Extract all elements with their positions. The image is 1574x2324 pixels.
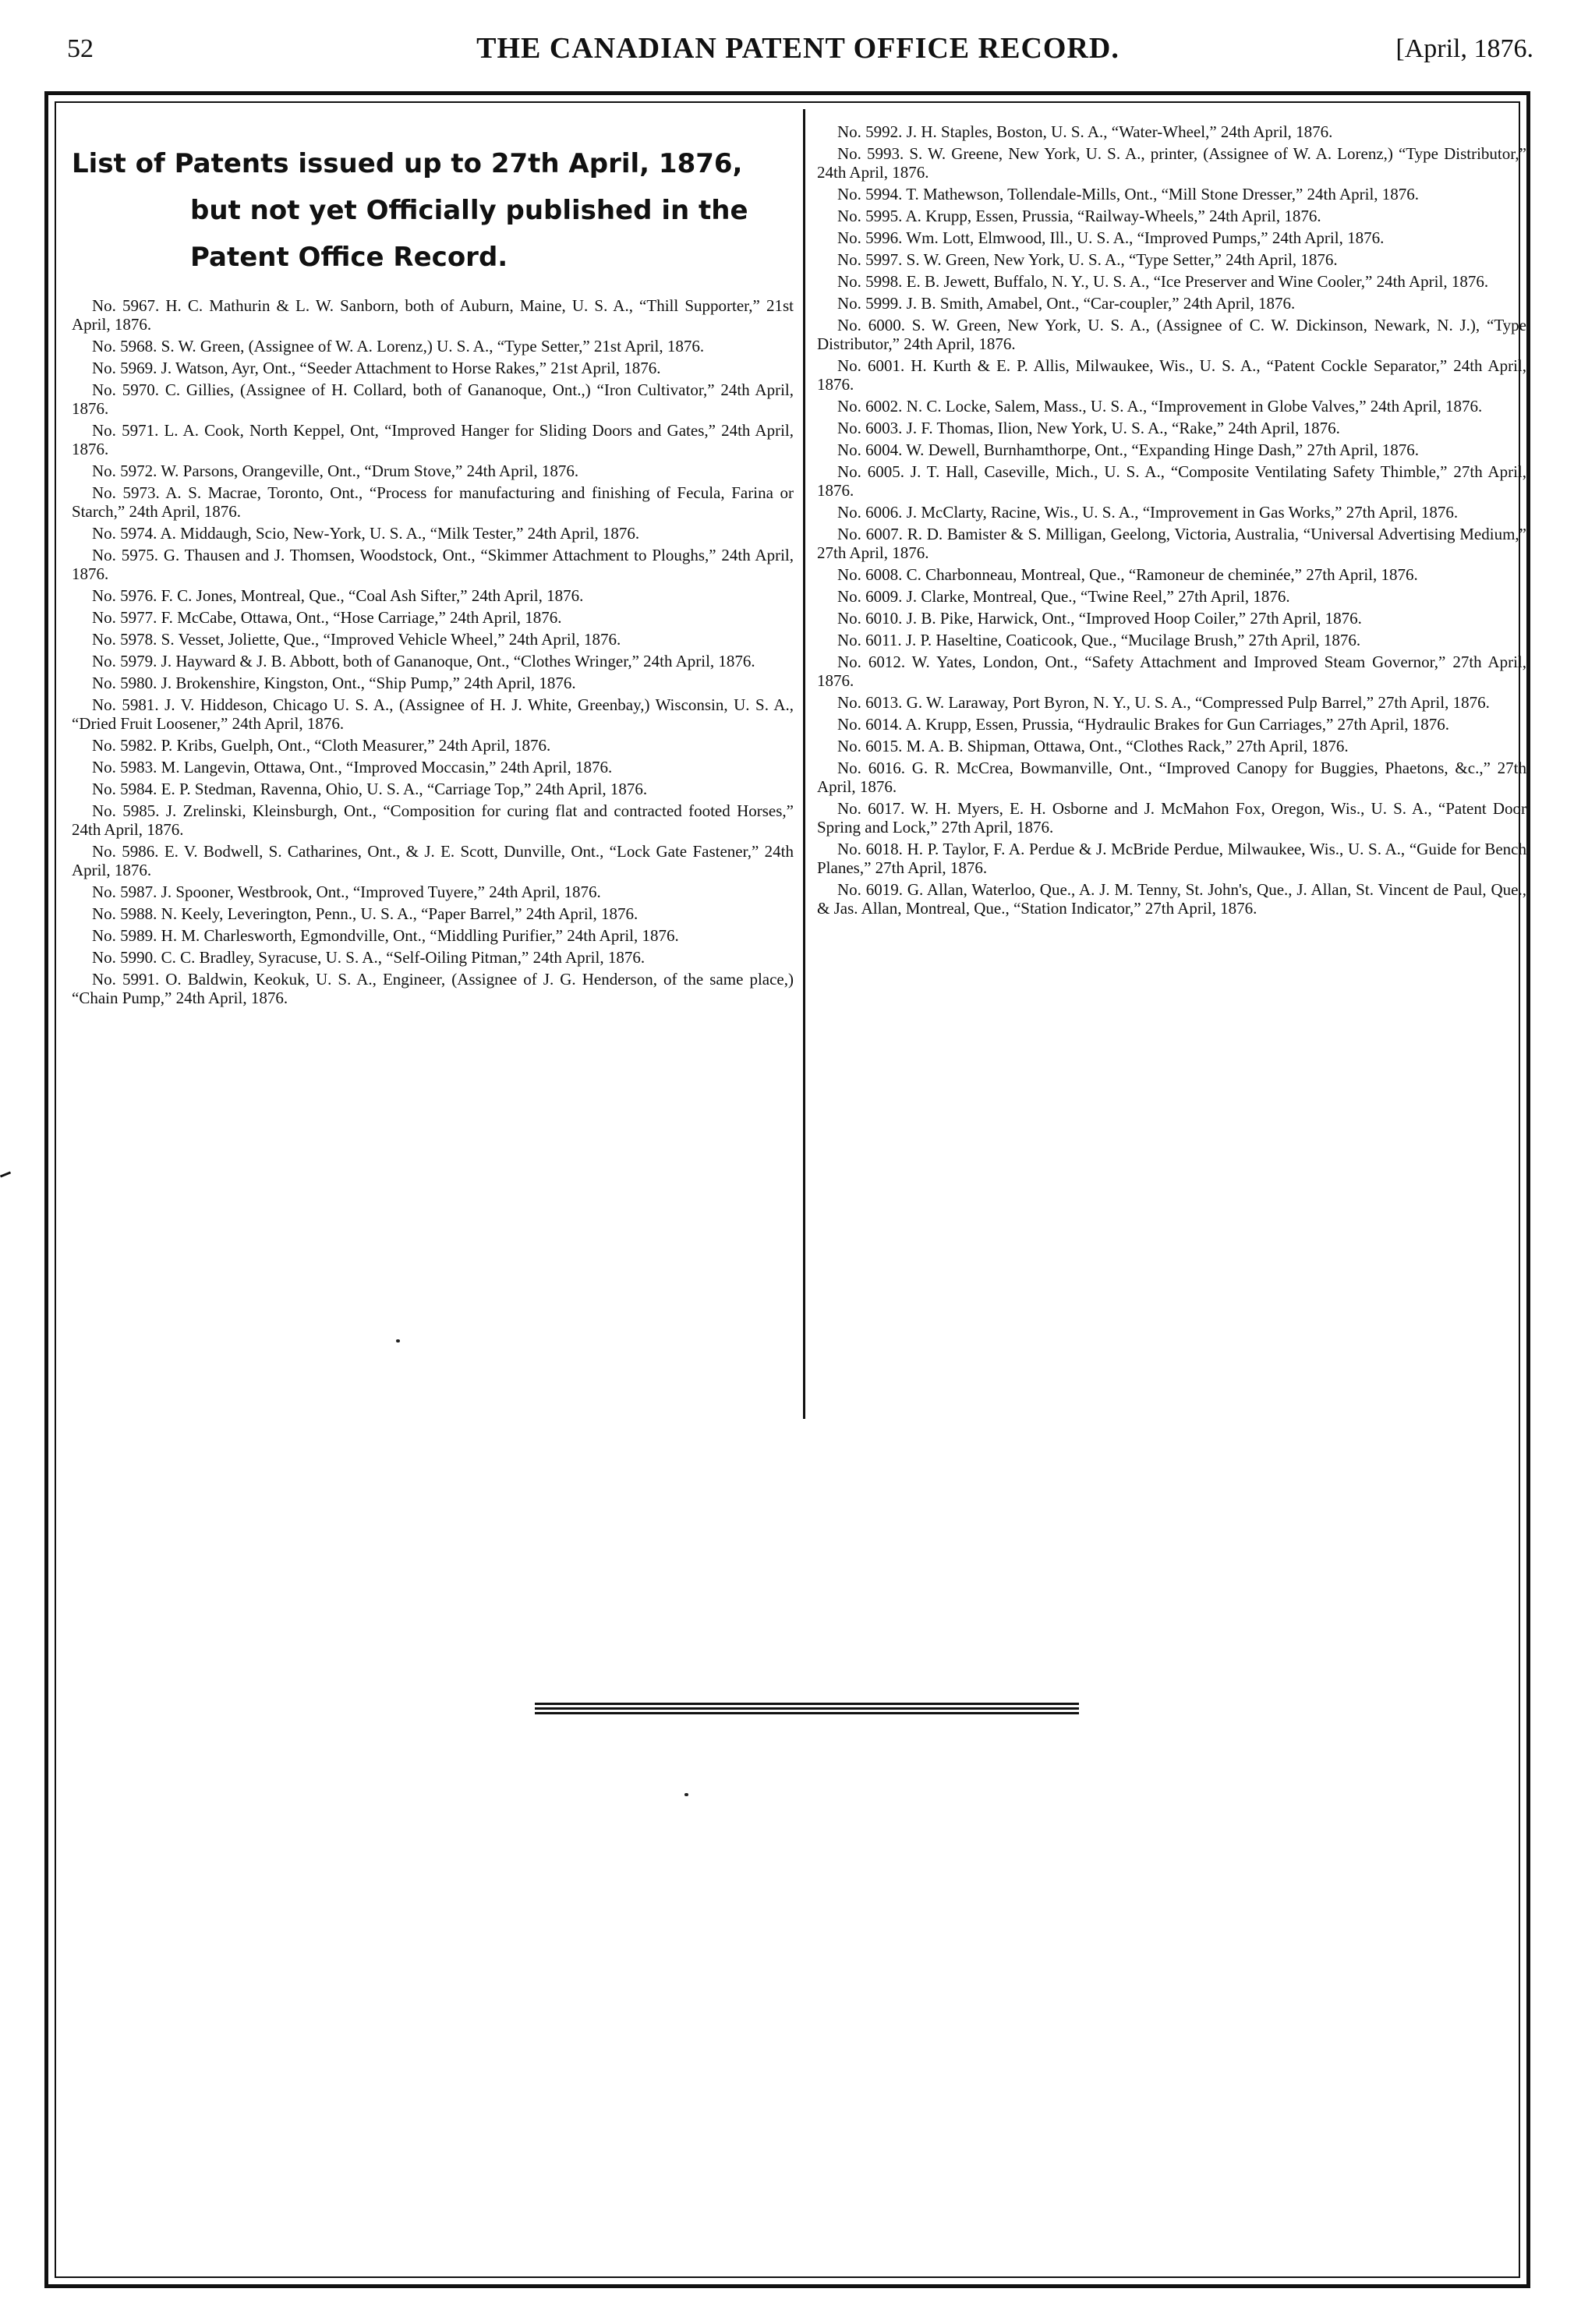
patent-entry: No. 6005. J. T. Hall, Caseville, Mich., U. S. A., “Composite Ventilating Safety Thimble,” 27th April, 1876. — [817, 462, 1526, 500]
column-divider — [803, 109, 805, 1419]
patent-entry: No. 5983. M. Langevin, Ottawa, Ont., “Improved Moccasin,” 24th April, 1876. — [92, 758, 613, 776]
patent-entry: No. 6007. R. D. Bamister & S. Milligan, Geelong, Victoria, Australia, “Universal Advertising Medium,” 27th April, 1876. — [817, 525, 1526, 562]
patent-entry: No. 5986. E. V. Bodwell, S. Catharines, Ont., & J. E. Scott, Dunville, Ont., “Lock Gate Fastener,” 24th April, 1876. — [72, 842, 794, 879]
patent-entry: No. 5980. J. Brokenshire, Kingston, Ont., “Ship Pump,” 24th April, 1876. — [92, 674, 576, 692]
patent-entry: No. 6017. W. H. Myers, E. H. Osborne and J. McMahon Fox, Oregon, Wis., U. S. A., “Patent Door Spring and Lock,” 27th April, 1876. — [817, 799, 1526, 837]
patent-entry: No. 6011. J. P. Haseltine, Coaticook, Que., “Mucilage Brush,” 27th April, 1876. — [837, 631, 1361, 649]
list-title: List of Patents issued up to 27th April, 1876, but not yet Officially published in the Patent Office Record. — [72, 148, 748, 273]
patent-entry: No. 6014. A. Krupp, Essen, Prussia, “Hydraulic Brakes for Gun Carriages,” 27th April, 1876. — [837, 715, 1450, 734]
patent-entry: No. 6008. C. Charbonneau, Montreal, Que., “Ramoneur de cheminée,” 27th April, 1876. — [837, 565, 1418, 584]
patent-entry: No. 6019. G. Allan, Waterloo, Que., A. J. M. Tenny, St. John's, Que., J. Allan, St. Vincent de Paul, Que., & Jas. Allan, Montreal, Que., “Station Indicator,” 27th April, 1876. — [817, 880, 1526, 918]
patent-entry: No. 6016. G. R. McCrea, Bowmanville, Ont., “Improved Canopy for Buggies, Phaetons, &c.,” 27th April, 1876. — [817, 759, 1526, 796]
patent-entry: No. 6002. N. C. Locke, Salem, Mass., U. S. A., “Improvement in Globe Valves,” 24th April, 1876. — [837, 397, 1483, 416]
left-column — [72, 140, 794, 1010]
patent-entry: No. 5968. S. W. Green, (Assignee of W. A. Lorenz,) U. S. A., “Type Setter,” 21st April, 1876. — [92, 337, 705, 355]
patent-entry: No. 5978. S. Vesset, Joliette, Que., “Improved Vehicle Wheel,” 24th April, 1876. — [92, 630, 621, 649]
ink-speck — [684, 1793, 688, 1796]
margin-mark — [0, 1171, 11, 1177]
left-entries — [72, 296, 794, 1007]
patent-entry: No. 6001. H. Kurth & E. P. Allis, Milwaukee, Wis., U. S. A., “Patent Cockle Separator,” 24th April, 1876. — [817, 356, 1526, 394]
patent-entry: No. 5976. F. C. Jones, Montreal, Que., “Coal Ash Sifter,” 24th April, 1876. — [92, 586, 584, 605]
patent-entry: No. 5975. G. Thausen and J. Thomsen, Woodstock, Ont., “Skimmer Attachment to Ploughs,” 24th April, 1876. — [72, 546, 794, 583]
patent-entry: No. 5981. J. V. Hiddeson, Chicago U. S. A., (Assignee of H. J. White, Greenbay,) Wisconsin, U. S. A., “Dried Fruit Loosener,” 24th April, 1876. — [72, 695, 794, 733]
page-number: 52 — [67, 34, 94, 63]
running-title: THE CANADIAN PATENT OFFICE RECORD. — [476, 32, 1119, 65]
patent-entry: No. 6004. W. Dewell, Burnhamthorpe, Ont., “Expanding Hinge Dash,” 27th April, 1876. — [837, 440, 1419, 459]
patent-entry: No. 5982. P. Kribs, Guelph, Ont., “Cloth Measurer,” 24th April, 1876. — [92, 736, 551, 755]
patent-entry: No. 5991. O. Baldwin, Keokuk, U. S. A., Engineer, (Assignee of J. G. Henderson, of the same place,) “Chain Pump,” 24th April, 1876. — [72, 970, 794, 1007]
patent-entry: No. 6009. J. Clarke, Montreal, Que., “Twine Reel,” 27th April, 1876. — [837, 587, 1290, 606]
patent-entry: No. 6013. G. W. Laraway, Port Byron, N. Y., U. S. A., “Compressed Pulp Barrel,” 27th April, 1876. — [837, 693, 1490, 712]
patent-entry: No. 5990. C. C. Bradley, Syracuse, U. S. A., “Self-Oiling Pitman,” 24th April, 1876. — [92, 948, 646, 967]
closing-rule-top — [535, 1703, 1079, 1705]
patent-entry: No. 5989. H. M. Charlesworth, Egmondville, Ont., “Middling Purifier,” 24th April, 1876. — [92, 926, 679, 945]
patent-entry: No. 5972. W. Parsons, Orangeville, Ont., “Drum Stove,” 24th April, 1876. — [92, 462, 579, 480]
patent-entry: No. 5969. J. Watson, Ayr, Ont., “Seeder Attachment to Horse Rakes,” 21st April, 1876. — [92, 359, 661, 377]
patent-entry: No. 6006. J. McClarty, Racine, Wis., U. S. A., “Improvement in Gas Works,” 27th April, 1876. — [837, 503, 1459, 522]
page-header — [62, 28, 1533, 75]
closing-rule-bottom — [535, 1712, 1079, 1714]
patent-entry: No. 6003. J. F. Thomas, Ilion, New York, U. S. A., “Rake,” 24th April, 1876. — [837, 419, 1340, 437]
patent-entry: No. 5996. Wm. Lott, Elmwood, Ill., U. S. A., “Improved Pumps,” 24th April, 1876. — [837, 228, 1385, 247]
patent-entry: No. 5995. A. Krupp, Essen, Prussia, “Railway-Wheels,” 24th April, 1876. — [837, 207, 1321, 225]
patent-entry: No. 5967. H. C. Mathurin & L. W. Sanborn, both of Auburn, Maine, U. S. A., “Thill Supporter,” 21st April, 1876. — [72, 296, 794, 334]
right-entries — [817, 122, 1526, 918]
right-column — [817, 122, 1526, 921]
issue-date: [April, 1876. — [1395, 34, 1533, 63]
closing-rule-middle — [535, 1707, 1079, 1710]
patent-entry: No. 5970. C. Gillies, (Assignee of H. Collard, both of Gananoque, Ont.,) “Iron Cultivator,” 24th April, 1876. — [72, 380, 794, 418]
patent-entry: No. 6012. W. Yates, London, Ont., “Safety Attachment and Improved Steam Governor,” 27th April, 1876. — [817, 653, 1526, 690]
patent-entry: No. 5985. J. Zrelinski, Kleinsburgh, Ont., “Composition for curing flat and contracted footed Horses,” 24th April, 1876. — [72, 801, 794, 839]
patent-entry: No. 5999. J. B. Smith, Amabel, Ont., “Car-coupler,” 24th April, 1876. — [837, 294, 1296, 313]
patent-entry: No. 5998. E. B. Jewett, Buffalo, N. Y., U. S. A., “Ice Preserver and Wine Cooler,” 24th April, 1876. — [837, 272, 1489, 291]
patent-entry: No. 6000. S. W. Green, New York, U. S. A., (Assignee of C. W. Dickinson, Newark, N. J.), “Type Distributor,” 24th April, 1876. — [817, 316, 1526, 353]
patent-entry: No. 5974. A. Middaugh, Scio, New-York, U. S. A., “Milk Tester,” 24th April, 1876. — [92, 524, 640, 543]
patent-entry: No. 5979. J. Hayward & J. B. Abbott, both of Gananoque, Ont., “Clothes Wringer,” 24th April, 1876. — [92, 652, 755, 670]
patent-entry: No. 5971. L. A. Cook, North Keppel, Ont, “Improved Hanger for Sliding Doors and Gates,” 24th April, 1876. — [72, 421, 794, 458]
patent-entry: No. 6010. J. B. Pike, Harwick, Ont., “Improved Hoop Coiler,” 27th April, 1876. — [837, 609, 1362, 628]
patent-entry: No. 6015. M. A. B. Shipman, Ottawa, Ont., “Clothes Rack,” 27th April, 1876. — [837, 737, 1349, 755]
patent-entry: No. 5997. S. W. Green, New York, U. S. A., “Type Setter,” 24th April, 1876. — [837, 250, 1338, 269]
patent-entry: No. 5993. S. W. Greene, New York, U. S. A., printer, (Assignee of W. A. Lorenz,) “Type Distributor,” 24th April, 1876. — [817, 144, 1526, 182]
patent-entry: No. 5984. E. P. Stedman, Ravenna, Ohio, U. S. A., “Carriage Top,” 24th April, 1876. — [92, 780, 648, 798]
ink-speck — [396, 1339, 400, 1342]
patent-entry: No. 6018. H. P. Taylor, F. A. Perdue & J. McBride Perdue, Milwaukee, Wis., U. S. A., “Guide for Bench Planes,” 27th April, 1876. — [817, 840, 1526, 877]
patent-entry: No. 5973. A. S. Macrae, Toronto, Ont., “Process for manufacturing and finishing of Fecula, Farina or Starch,” 24th April, 1876. — [72, 483, 794, 521]
patent-entry: No. 5988. N. Keely, Leverington, Penn., U. S. A., “Paper Barrel,” 24th April, 1876. — [92, 904, 638, 923]
patent-entry: No. 5994. T. Mathewson, Tollendale-Mills, Ont., “Mill Stone Dresser,” 24th April, 1876. — [837, 185, 1420, 203]
patent-entry: No. 5977. F. McCabe, Ottawa, Ont., “Hose Carriage,” 24th April, 1876. — [92, 608, 562, 627]
patent-entry: No. 5992. J. H. Staples, Boston, U. S. A., “Water-Wheel,” 24th April, 1876. — [837, 122, 1333, 141]
patent-entry: No. 5987. J. Spooner, Westbrook, Ont., “Improved Tuyere,” 24th April, 1876. — [92, 883, 601, 901]
